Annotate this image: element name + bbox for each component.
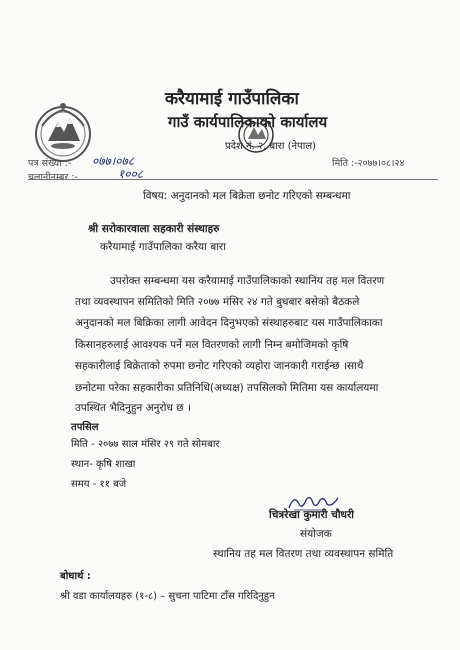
body-line-2: तथा व्यवस्थापन समितिको मिति २०७७ मंसिर २४ गते बुधबार बसेको बैठकले	[75, 296, 360, 308]
office-address: प्रदेश नं. २, बारा (नेपाल)	[225, 141, 317, 152]
meeting-time: समय - ११ बजे	[71, 479, 127, 490]
signatory-role: संयोजक	[300, 528, 332, 540]
body-line-5: सहकारीलाई बिक्रेताको रुपमा छनोट गरिएको व्यहोरा जानकारी गराईन्छ ।साथै	[75, 360, 364, 372]
dispatch-number-value: १००८	[118, 167, 143, 181]
letter-number-label: पत्र संख्या :-	[28, 158, 72, 169]
municipality-name: करैयामाई गाउँपालिका	[165, 89, 299, 109]
office-stamp-icon	[236, 115, 276, 155]
letter-number-value: ०७७।०७८	[92, 154, 134, 168]
letter-subject: विषय: अनुदानको मल बिक्रेता छनोट गरिएको सम्बन्धमा	[143, 190, 351, 202]
body-line-3: अनुदानको मल बिक्रिका लागी आवेदन दिनुभएको संस्थाहरुबाट यस गाउँपालिकाका	[75, 317, 383, 329]
office-name: गाउँ कार्यपालिकाको कार्यालय	[168, 113, 328, 131]
details-label: तपसिल	[71, 422, 99, 433]
dispatch-number-label: चलानीनम्बर :-	[28, 172, 78, 183]
body-line-4: किसानहरुलाई आवश्यक पर्ने मल वितरणको लागी निम्न बमोजिमको कृषि	[75, 339, 349, 351]
meeting-place: स्थान- कृषि शाखा	[71, 459, 136, 470]
committee-name: स्थानिय तह मल वितरण तथा व्यवस्थापन समिति	[213, 548, 394, 560]
meeting-date: मिति - २०७७ साल मंसिर २९ गते सोमबार	[71, 439, 220, 450]
body-line-6: छनोटमा परेका सहकारीका प्रतिनिधि(अध्यक्ष) तपसिलको मितिमा यस कार्यालयमा	[75, 382, 379, 394]
signatory-name: चित्ररेखा कुमारी चौधरी	[269, 509, 355, 521]
body-line-7: उपस्थित भैदिनुहुन अनुरोध छ ।	[75, 402, 191, 414]
recipient-line-2: करैयामाई गाउँपालिका करैया बारा	[100, 241, 226, 253]
header-divider	[28, 179, 438, 180]
cc-line: श्री वडा कार्यालयहरु (१-८) – सुचना पाटिमा टाँस गरिदिनुहुन	[60, 591, 275, 602]
cc-label: बोधार्थ :	[60, 571, 91, 582]
body-line-1: उपरोक्त सम्बन्धमा यस करैयामाई गाउँपालिकाको स्थानिय तह मल वितरण	[110, 275, 385, 287]
letter-date: मिति :-२०७७।०८।२४	[332, 158, 405, 169]
recipient-line-1: श्री सरोकारवाला सहकारी संस्थाहरु	[88, 223, 220, 235]
